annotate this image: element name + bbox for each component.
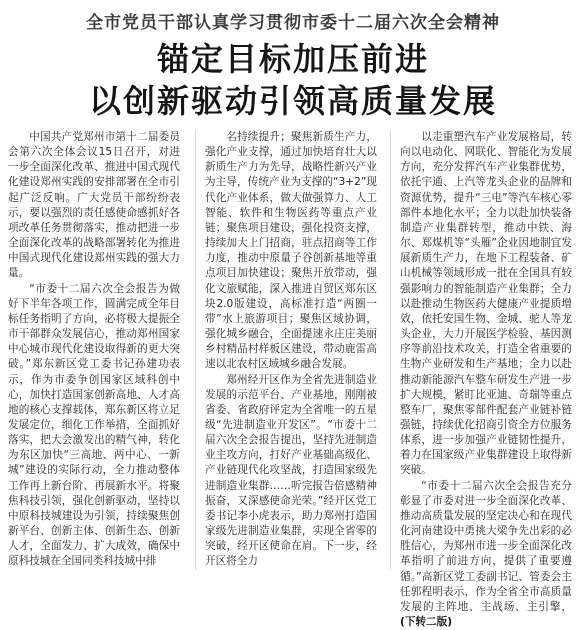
- column-2-paragraph-1: 名持续提升；聚焦新质生产力，强化产业支撑，通过加快培育壮大以新质生产力为先导，战略性新兴产业为主导，传统产业为支撑的“3+2”现代化产业体系，做大做强算力、人工智能、软件和生物医药等重点产业链；聚焦项目建设，强化投资支撑，持续加大上门招商，驻点招商等工作力度，推动中原量子谷创新基地等重点项目加快建设；聚焦开放带动，强化文旅赋能，深入推进自贸区郑东区块2.0版建设，高标准打造“两圈一带”水上旅游项目；聚焦区域协调，强化城乡融合，全面提速永庄庄美丽乡村精品村样板区建设，带动鹿雷高速以北农村区域城乡融合发展。: [205, 131, 377, 371]
- column-divider-2: [390, 130, 391, 570]
- article-column-3: [400, 130, 572, 628]
- column-3-paragraph-1: 以走重塑汽车产业发展格局，转向以电动化、网联化、智能化为发展方向，充分发挥汽车产业集群优势，依托宇通、上汽等龙头企业的品牌和资源优势，提升“三电”等汽车核心零部件本地化水平；全力以赴加快装备制造产业集群转型，推动中铁、海尔、郑煤机等“头雁”企业因地制宜发展新质生产力，在地下工程装备、矿山机械等领域形成一批在全国具有较强影响力的智能制造产业集群；全力以赴推动生物医药大健康产业提质增效，依托安国生物、金城、驼人等龙头企业，大力开展医学检验、基因测序等前沿技术攻关，打造全省重要的生物产业研发和生产基地；全力以赴推动新能源汽车整车研发生产进一步扩大规模，紧盯比亚迪、奇瑞等重点整车厂，聚焦零部件配套产业链补链强链，持续优化招商引资全方位服务体系，进一步加强产业链韧性提升，着力在国家级产业集群建设上取得新突破。: [400, 131, 572, 477]
- article-column-2: [205, 130, 377, 570]
- continued-on-page-note[interactable]: (下转二版): [400, 616, 453, 628]
- kicker-headline: 全市党员干部认真学习贯彻市委十二届六次全会精神: [86, 13, 500, 33]
- column-divider-1: [195, 130, 196, 570]
- column-3-paragraph-2: [400, 479, 572, 630]
- column-3-paragraph-2-text: “市委十二届六次全会报告充分彰显了市委对进一步全面深化改革、推动高质量发展的坚定决心和在现代化河南建设中勇挑大梁争先出彩的必胜信心，为郑州市进一步全面深化改革指明了前进方向，提供了重要遵循。”高新区党工委副书记、管委会主任郭程明表示，作为全省全市高质量发展的主阵地、主战场、主引擎，: [400, 479, 572, 613]
- column-1-paragraph-2: “市委十二届六次全会报告为做好下半年各项工作，圆满完成全年目标任务指明了方向，必将极大提振全市干部群众发展信心，推动郑州国家中心城市现代化建设取得新的更大突破。”郑东新区党工委书记孙建功表示，作为市委争创国家区域科创中心，加快打造国家创新高地、人才高地的核心支撑载体，郑东新区将立足发展定位，细化工作举措，全面抓好落实，把大会激发出的精气神，转化为东区加快“三高地、两中心、一新城”建设的实际行动，全力推动整体工作再上新台阶、再展新水平。将聚焦科技引领，强化创新驱动，坚持以中原科技城建设为引领，持续聚焦创新平台、创新主体、创新生态、创新人才，全面发力、扩大成效，确保中原科技城在全国同类科技城中排: [8, 282, 180, 568]
- article-column-1: [8, 130, 180, 570]
- column-2-paragraph-2: 郑州经开区作为全省先进制造业发展的示范平台、产业基地，刚刚被省委、省政府评定为全省唯一的五星级“先进制造业开发区”。“市委十二届六次全会报告提出，坚持先进制造业主攻方向，打好产业基础高级化、产业链现代化攻坚战，打造国家级先进制造业集群……听完报告倍感精神振奋，又深感使命光荣。”经开区党工委书记李小虎表示，助力郑州打造国家级先进制造业集群，实现全省零的突破，经开区使命在肩。下一步，经开区将全力: [205, 373, 377, 568]
- main-headline-line-1: 锚定目标加压前进: [156, 40, 429, 78]
- column-1-paragraph-1: 中国共产党郑州市第十二届委员会第六次全体会议15日召开，对进一步全面深化改革、推进中国式现代化建设郑州实践的安排部署在全市引起广泛反响。广大党员干部纷纷表示，要以强烈的责任感使命感抓好各项改革任务贯彻落实，推动把进一步全面深化改革的战略部署转化为推进中国式现代化建设郑州实践的强大力量。: [8, 131, 180, 280]
- main-headline-line-2: 以创新驱动引领高质量发展: [88, 82, 497, 120]
